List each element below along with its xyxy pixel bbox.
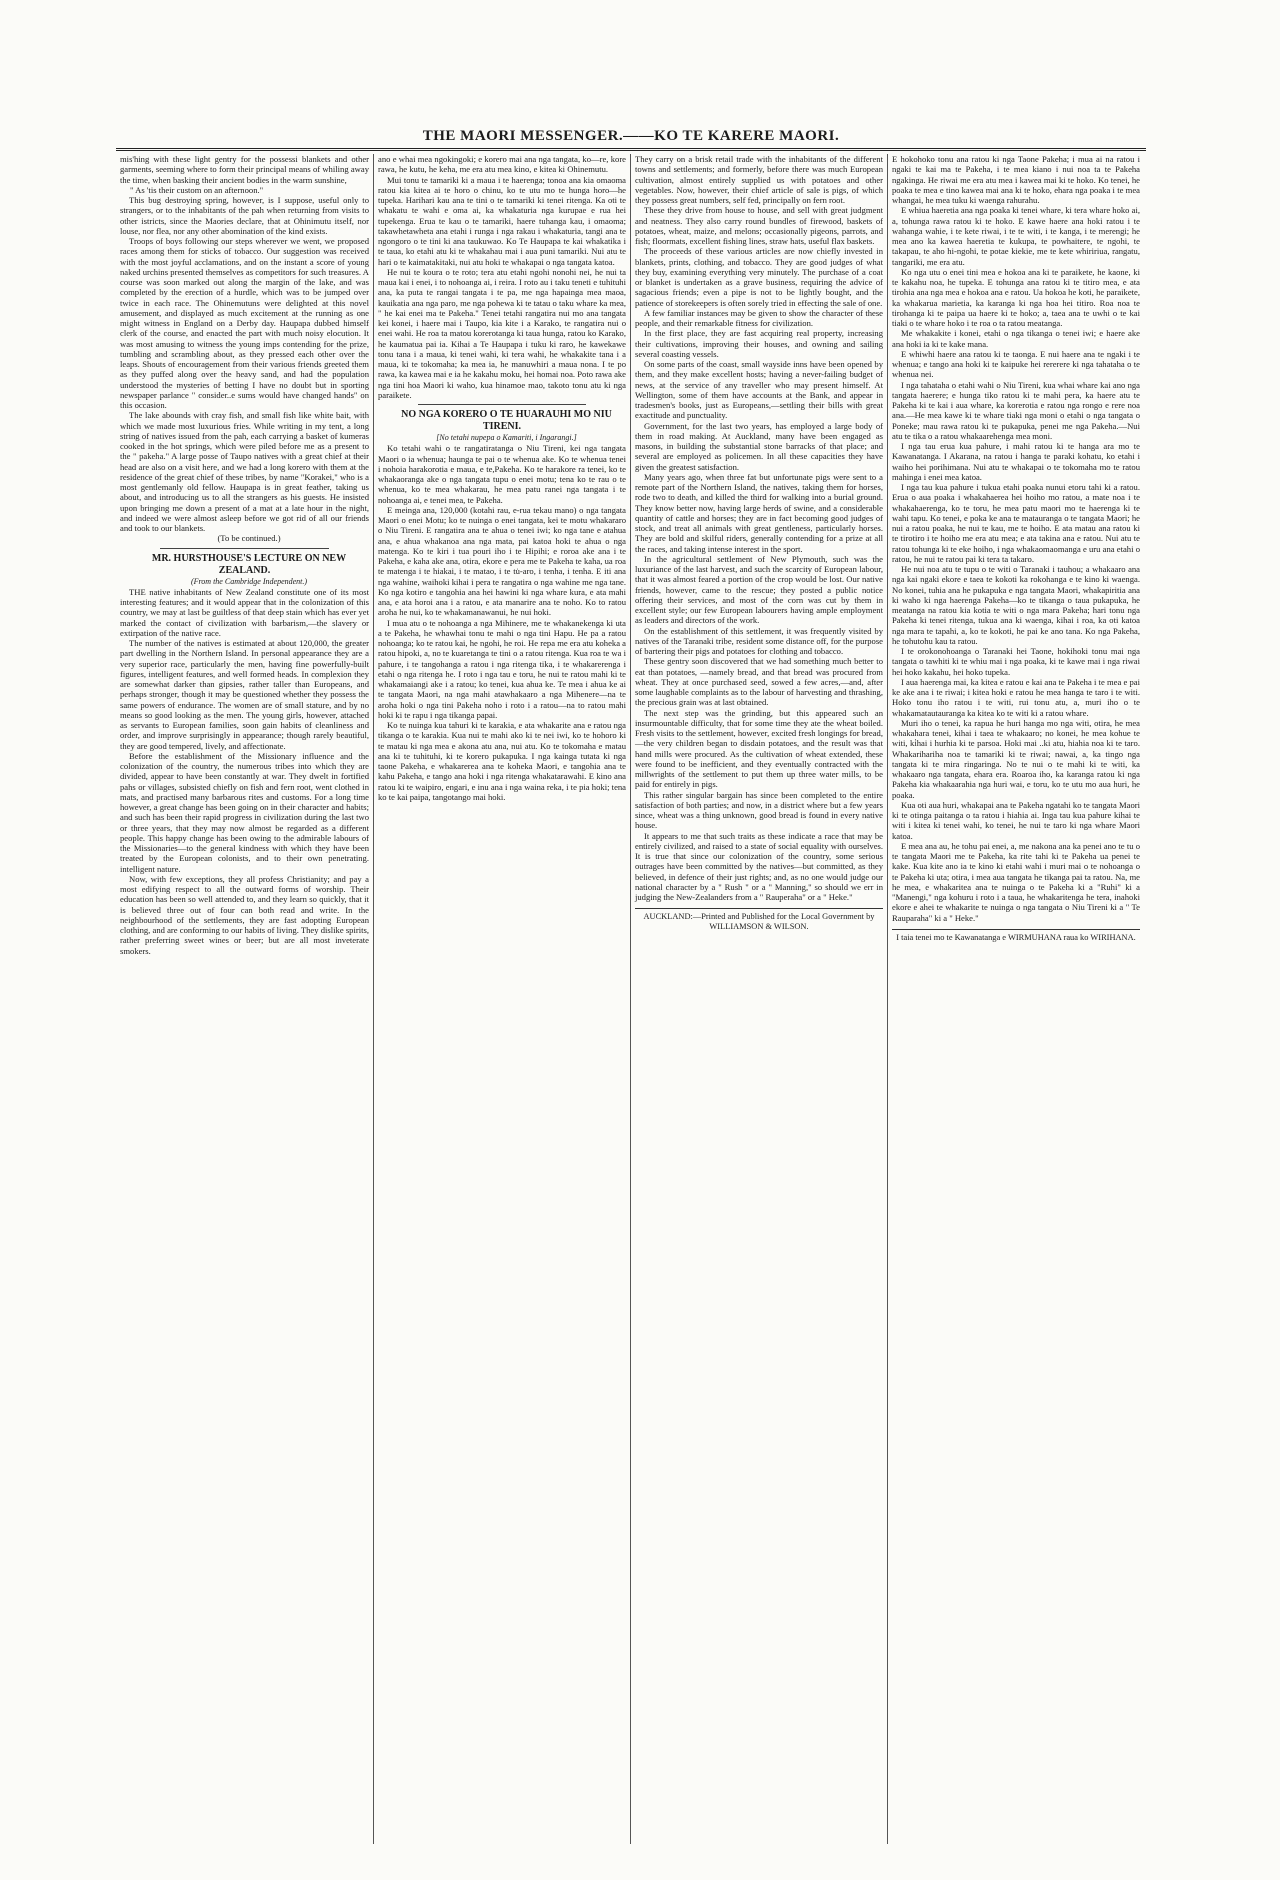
paragraph: On some parts of the coast, small wayside inns have been opened by them, and they make excellent hosts; having a never-failing budget of news, at the service of any traveller who may present himself. At Wellington, some of them have accounts at the Bank, and appear in tradesmen's books, just as Europeans,—settling their bills with great exactitude and punctuality. bbox=[635, 359, 883, 421]
paragraph: On the establishment of this settlement, it was frequently visited by natives of the Taranaki tribe, resident some distance off, for the purpose of bartering their pigs and potatoes for clothing and tobacco. bbox=[635, 625, 883, 656]
paragraph: These gentry soon discovered that we had something much better to eat than potatoes, —namely bread, and that bread was procured from wheat. They at once purchased seed, sowed a few acres,—and, after some laughable complaints as to the labour of harvesting and thrashing, the precious grain was at last obtained. bbox=[635, 656, 883, 708]
paragraph: The next step was the grinding, but this appeared such an insurmountable difficulty, that for some time they ate the wheat boiled. Fresh visits to the settlement, however, excited fresh longings for bread,—the very children began to disdain potatoes, and the result was that hand mills were procured. As the cultivation of wheat extended, these were found to be inefficient, and they eventually contracted with the millwrights of the settlement to put them up three water mills, to be paid for entirely in pigs. bbox=[635, 707, 883, 790]
article-heading: MR. HURSTHOUSE'S LECTURE ON NEW ZEALAND. bbox=[151, 552, 347, 576]
article-source: (From the Cambridge Independent.) bbox=[190, 576, 308, 586]
paragraph: He nui noa atu te tupu o te witi o Taranaki i tauhou; a whakaaro ana nga kai ngaki ekore e taea te kokoti ka rokohanga e te kino ki waenga. No konei, tuhia ana he pukapuka e nga tangata Maori, whakapiritia ana ki waho ki nga haerenga Pakeha—ko te tikanga o taua pukapuka, he meatanga na ratou kia kotia te witi o nga mara Pakeha; hari tonu nga Pakeha ki tenei ritenga, tukua ana ki waenga, kihai i roa, ka oti katoa nga mara te tapahi, a, ko te kokoti, he pai ke ano tana. Ko nga Pakeha, he tohutohu kau ta ratou. bbox=[892, 564, 1140, 646]
paragraph: Many years ago, when three fat but unfortunate pigs were sent to a remote part of the Northern Island, the natives, taking them for horses, rode two to death, and killed the third for walking into a burial ground. They know better now, having large herds of swine, and a considerable quantity of cattle and horses; they are in fact becoming good judges of stock, and treat all animals with great gentleness, particularly horses. They are bold and skilful riders, generally contending for a prize at all the races, and taking intense interest in the sport. bbox=[635, 471, 883, 554]
column-1 bbox=[116, 154, 373, 1844]
paragraph: The proceeds of these various articles are now chiefly invested in blankets, prints, clothing, and tobacco. They are good judges of what they buy, examining everything very minutely. The purchase of a coat or blanket is undertaken as a grave business, requiring the advice of sagacious friends; even a pipe is not to be lightly bought, and the patience of storekeepers is often sorely tried in effecting the sale of one. bbox=[635, 246, 883, 308]
paragraph: E hokohoko tonu ana ratou ki nga Taone Pakeha; i mua ai na ratou i ngaki te kai ma te Pakeha, i te mea kiano i nui noa ta te Pakeha ngakinga. He riwai me era atu mea i kawea mai ki te hoko. Ko tenei, he poaka te mea e tino kawea mai ana ki te hoko, ehara nga poaka i te mea whangai, he mea tuku ki waenga rahurahu. bbox=[892, 154, 1140, 205]
paragraph: The number of the natives is estimated at about 120,000, the greater part dwelling in the Northern Island. In personal appearance they are a very superior race, particularly the men, having fine powerfully-built figures, intelligent features, and well formed heads. In complexion they are somewhat darker than gipsies, rather taller than Europeans, and perhaps stronger, though it may be questioned whether they possess the same powers of endurance. The women are of small stature, and by no means so good looking as the men. The young girls, however, attached as servants to European families, soon gain habits of cleanliness and order, and improve surprisingly in appearance; though rarely beautiful, they are good tempered, lively, and affectionate. bbox=[120, 638, 369, 751]
divider bbox=[160, 548, 329, 549]
column-3 bbox=[630, 154, 887, 1844]
paragraph: Kua oti aua huri, whakapai ana te Pakeha ngatahi ko te tangata Maori ki te otinga paitanga o ta ratou i hiahia ai. Inga tau kua pahure kihai te witi i kitea ki tenei wahi, ko tenei, he nui te taro ki nga whare Maori katoa. bbox=[892, 799, 1140, 841]
article-source: [No tetahi nupepa o Kamariti, i Ingarangi.] bbox=[436, 433, 577, 442]
paragraph: These they drive from house to house, and sell with great judgment and neatness. They also carry round bundles of firewood, baskets of potatoes, wheat, maize, and melons; occasionally pigeons, parrots, and fish; floormats, excellent fishing lines, straw hats, useful flax baskets. bbox=[635, 205, 883, 246]
columns bbox=[116, 154, 1146, 1844]
paragraph: In the agricultural settlement of New Plymouth, such was the luxuriance of the last harvest, and such the scarcity of European labour, that it was almost feared a portion of the crop would be lost. Our native friends, however, came to the rescue; they posted a public notice offering their services, and most of the corn was cut by them in excellent style; our few European labourers having ample employment as leaders and directors of the work. bbox=[635, 553, 883, 626]
masthead: THE MAORI MESSENGER.——KO TE KARERE MAORI. bbox=[116, 128, 1146, 151]
paragraph: Before the establishment of the Missionary influence and the colonization of the country, the numerous tribes into which they are divided, appear to have been constantly at war. They dwelt in fortified pahs or villages, subsisted chiefly on fish and fern root, went clothed in mats, and practised many barbarous rites and customs. For a long time however, a great change has been going on in their character and habits; and such has been their rapid progress in civilization during the last two or three years, that they may now almost be regarded as a different people. This happy change has been owing to the admirable labours of the Missionaries—to the general kindness with which they have been treated by the European colonists, and to their own penetrating. intelligent nature. bbox=[120, 750, 369, 874]
paragraph: Now, with few exceptions, they all profess Christianity; and pay a most edifying respect to all the outward forms of worship. Their education has been so well attended to, and they learn so quickly, that it is believed three out of four can both read and write. In the neighbourhood of the settlements, they are fast adopting European clothing, and are conforming to our habits of living. They dislike spirits, rather preferring sweet wines or beer; but are all most inveterate smokers. bbox=[120, 873, 369, 956]
imprint: I taia tenei mo te Kawanatanga e WIRMUHANA raua ko WIRIHANA. bbox=[892, 929, 1140, 943]
continued-note: (To be continued.) bbox=[217, 533, 281, 544]
paragraph: This rather singular bargain has since been completed to the entire satisfaction of both parties; and now, in a district where but a few years since, wheat was a thing unknown, good bread is found in every native house. bbox=[635, 789, 883, 831]
article-heading: NO NGA KORERO O TE HUARAUHI MO NIU TIRENI. bbox=[401, 409, 612, 432]
paragraph: E whiua haeretia ana nga poaka ki tenei whare, ki tera whare hoko ai, a, tohunga rawa ratou ki te hoko. E kawe haere ana hoki ratou i te wahanga wahie, i te kete riwai, i te te witi, i te kanga, i te merengi; he mea ano ka kawea haeretia te kukupa, te powhaitere, te ngohi, te takapau, te aho hi-ngohi, te potae kiekie, me te kete whiririua, rangatu, tangariki, me era atu. bbox=[892, 205, 1140, 267]
paragraph: This bug destroying spring, however, is I suppose, useful only to strangers, or to the inhabitants of the pah when returning from visits to other istricts, since the Maories declare, that at Ohinimutu itself, nor louse, nor flea, nor any other abomination of the kind exists. bbox=[120, 195, 369, 236]
quote: " As 'tis their custom on an afternoon." bbox=[130, 184, 264, 195]
paragraph: ano e whai mea ngokingoki; e korero mai ana nga tangata, ko—re, kore rawa, he kutu, he keha, me era atu mea kino, e kitea ki Ohinemutu. bbox=[378, 154, 626, 175]
paragraph: Ko nga utu o enei tini mea e hokoa ana ki te paraikete, he kaone, ki te kakahu noa, he tupeka. E tohunga ana ratou ki te titiro mea, e ata tirohia ana nga mea e hokoa ana e ratou. Ua hokoa he koti, he paraikete, ka whakarua marietia, ka karanga ki nga hoa hei titiro. Roa noa te tirohanga ki te paipa ua haere ki te hoko; a, taea ana te uwhi o te kai tiaki o te whare hoko i te roa o ta ratou meatanga. bbox=[892, 266, 1140, 328]
column-4 bbox=[887, 154, 1144, 1844]
paragraph: I aua haerenga mai, ka kitea e ratou e kai ana te Pakeha i te mea e pai ke ake ana i te riwai; i kitea hoki e ratou he mea hanga te taro i te witi. Hoko tonu iho ratou i te witi, rui tonu atu, a, muri iho o te whakamatautauranga ka kitea ko te witi ki a ratou whare. bbox=[892, 676, 1140, 718]
paragraph: Ko te nuinga kua tahuri ki te karakia, e ata whakarite ana e ratou nga tikanga o te karakia. Kua nui te mahi ako ki te nei iwi, ko te hohoro ki te matau ki nga mea e akona atu ana, nui atu. Ko te tokomaha e matau ana ki te tuhituhi, ki te korero pukapuka. I nga kainga tutata ki nga taone Pakeha, e whakarerea ana te koheka Maori, e tangohia ana te kahu Pakeha, e tango ana hoki i nga ritenga whakatarawahi. E kino ana ratou ki te waipiro, engari, e inu ana i nga waina reka, i te pia hoki; tena ko te kai paipa, tangotango mai hoki. bbox=[378, 720, 626, 802]
paragraph: The lake abounds with cray fish, and small fish like white bait, with which we made most luxurious fries. While writing in my tent, a long string of natives issued from the pah, each carrying a basket of kumeras cooked in the hot springs, which were piled before me as a present to the " pakeha." A large posse of Taupo natives with a great chief at their head are also on a visit here, and we had a long korero with them at the residence of the great chief of these tribes, by name "Korakei," who is a most gentlemanly old fellow. Haupapa is in great feather, taking us about, and introducing us to all the strangers as his guests. He insisted upon bringing me down a present of a mat at a late hour in the night, and indeed we were almost asleep before we got rid of all our friends and took to our blankets. bbox=[120, 410, 369, 533]
paragraph: A few familiar instances may be given to show the character of these people, and their remarkable fitness for civilization. bbox=[635, 307, 883, 328]
paragraph: Government, for the last two years, has employed a large body of them in road making. At Auckland, many have been engaged as masons, in building the substantial stone barracks of that place; and several are employed as policemen. In all these capacities they have given the greatest satisfaction. bbox=[635, 420, 883, 472]
imprint: AUCKLAND:—Printed and Published for the Local Government by WILLIAMSON & WILSON. bbox=[635, 908, 883, 932]
paragraph: E mea ana au, he tohu pai enei, a, me nakona ana ka penei ano te tu o te tangata Maori me te Pakeha, ka rite tahi ki te Pakeha ua penei te kake. Kua kite ano ia te kino ki etahi wahi i muri mai o te nohoanga o te Pakeha ki uta; otira, i mea aua tangata he tikanga pai ta ratou. Na, me he mea, e whakaritea ana te nuinga o te Pakeha ki a "Ruhi" ki a "Manengi," nga kohuru i roto i a taua, he whakaritenga he tera, inahoki ekore e ahei te whakarite te nuinga o nga tangata o Niu Tireni ki a " Te Rauparaha" ki a " Heke." bbox=[892, 840, 1140, 923]
paragraph: Me whakakite i konei, etahi o nga tikanga o tenei iwi; e haere ake ana hoki ia ki te kake mana. bbox=[892, 328, 1140, 349]
paragraph: I mua atu o te nohoanga a nga Mihinere, me te whakanekenga ki uta a te Pakeha, he whawhai tonu te mahi o nga tini Hapu. He pa a ratou nohoanga; ko te ratou kai, he ngohi, he roi. He repa me era atu koheka a ratou hipoki, a, no te kuaretanga te tini o a ratou ritenga. Kua roa te wa i pahure, i te tangohanga a ratou i nga ritenga tika, i te whakarerenga i etahi o nga ritenga he. I roto i nga tau e toru, he nui te ratou mahi ki te whakamaiangi ake i a ratou; ko tenei, kua ahua ke. Te mea i ahua ke ai te tangata Maori, na nga mahi atawhakaaro a nga Mihenere—na te aroha hoki o nga tini Pakeha noho i roto i a ratou—na to ratou mahi hoki ki te rapu i nga tikanga papai. bbox=[378, 617, 626, 720]
paragraph: It appears to me that such traits as these indicate a race that may be entirely civilized, and raised to a state of social equality with ourselves. It is true that since our colonization of the country, some serious outrages have been committed by the natives—but committed, as they believed, in defence of their just rights; and, as no one would judge our national character by a " Rush " or a " Manning," so should we err in judging the New-Zealanders from a " Rauperaha" or a " Heke." bbox=[635, 830, 883, 902]
paragraph: E meinga ana, 120,000 (kotahi rau, e-rua tekau mano) o nga tangata Maori o enei Motu; ko te nuinga o enei tangata, kei te motu whakararo o Niu Tireni. E rangatira ana te ahua o tenei iwi; ko nga tane e atahua ana, e ahua whakanoa ana nga mata, pai katoa hoki te ahua o nga matenga. Ko te kiri i tua pouri iho i te Hipihi; e roroa ake ana i te Pakeha, e kaha ake ana, otira, ekore e pera me te Pakeha te kaha, ua roa te matenga i te hiakai, i te matao, i te tu̇-aro, i tenha, i tenha. E iti ana nga wahine, waihoki kihai i pera te rangatira o nga wahine me nga tane. Ko nga kotiro e tangohia ana hei hawini ki nga whare kura, e ata mahi ana, e ata horoi ana i a ratou, e ata manarire ana te noho. Ko to ratou aroha he nui, ko te whakamanawanui, he nui hoki. bbox=[378, 504, 626, 618]
paragraph: Troops of boys following our steps wherever we went, we proposed races among them for sticks of tobacco. Our suggestion was received with the most joyful acclamations, and on the instant a score of young naked urchins presented themselves as competitors for such treasures. A course was soon marked out along the margin of the lake, and was completed by the erection of a hurdle, which was to be jumped over twice in each race. The Ohinemutuns were delighted at this novel amusement, and displayed as much excitement at the running as one might witness in England on a Derby day. Haupapa dubbed himself clerk of the course, and enacted the part with much noisy elocution. It was most amusing to witness the young imps contending for the prize, tumbling and scrambling about, as they pressed each other over the leaps. Shouts of encouragement from their various friends greeted them as they puffed along over the heavy sand, and had the population understood the mysteries of betting I have no doubt but in sporting newspaper parlance " consider..e sums would have changed hands" on this occasion. bbox=[120, 236, 369, 410]
paragraph: E whiwhi haere ana ratou ki te taonga. E nui haere ana te ngaki i te whenua; e tango ana hoki ki te kaipuke hei rererere ki nga tahataha o te whenua nei. bbox=[892, 348, 1140, 380]
divider bbox=[418, 404, 586, 405]
paragraph: Mui tonu te tamariki ki a maua i te haerenga; tonoa ana kia omaoma ratou kia kitea ai te horo o chinu, ko te utu mo te hunga horo—he tupeka. Harihari kau ana te tini o te tamariki ki tenei ritenga. Ka oti te whakatu te wahi e oma ai, ka whakaturia nga kurupae e rua hei tupekenga. Erua te kau o te tamariki, haere tuhanga kau, i omaoma; takawhetawheta ana etahi i runga i nga rakau i whakaturia, tangi ana te ngongoro o te tini ki ana taukuwao. Ko Te Haupapa te kai whakatika i te taua, ko etahi atu ki te whakahau mai i aua puni tamariki. Nui atu te hari o te kaimatakitaki, nui atu hoki te whakapai o nga tangata katoa. bbox=[378, 174, 626, 267]
paragraph: I nga tahataha o etahi wahi o Niu Tireni, kua whai whare kai ano nga tangata haerere; e hunga tiko ratou ki te mahi pera, ka haere atu te Pakeha ki te kai i aua whare, ka korerotia e ratou nga rongo e rere noa ana.—He mea kawe ki te whare tiaki nga moni o etahi o nga tangata o Poneke; mau rawa ratou ki te pukapuka, penei me nga Pakeha.—Nui atu te tika o a ratou whakaarehenga mea moni. bbox=[892, 379, 1140, 441]
paragraph: Ko tetahi wahi o te rangatiratanga o Niu Tireni, kei nga tangata Maori o ia whenua; haunga te pai o te whenua ake. Ko te whenua tenei i nohoia harakorotia e maua, e te,Pakeha. Ko te harakore ra tenei, ko te whakaoranga ake o nga tangata tupu o enei motu; tena ko te rau o te whenua, ko te mea whakarau, he mea patu ranei nga tangata i te nohoanga ai, e tenei mea, te Pakeha. bbox=[378, 443, 626, 505]
column-2 bbox=[373, 154, 630, 1844]
paragraph: Muri iho o tenei, ka rapua he huri hanga mo nga witi, otira, he mea whakahara tenei, kihai i taea te whakaaro; no konei, he mea kohue te witi, ki̇hai i hurhia ki te parsoa. Hoki mai ..ki atu, hiahia noa ki te taro. Whakarihariha noa te tamariki ki te riwai; nawai, a, ka tingo nga tangata ki te mira ringaringa. No te nui o te mahi ki te witi, ka whakaaro nga tangata, ehara era. Roaroa iho, ka karanga ratou ki nga Pakeha kia whakaarahia nga huri wai, e toru, ko te utu mo aua huri, he poaka. bbox=[892, 717, 1140, 800]
paragraph: I te orokonohoanga o Taranaki hei Taone, hokihoki tonu mai nga tangata o tawhiti ki te whiu mai i nga poaka, ki te kawe mai i nga riwai hei hoko kakahu, hei hoko tupeka. bbox=[892, 646, 1140, 677]
paragraph: mis'hing with these light gentry for the possessi blankets and other garments, seeming where to form their principal means of whiling away the time, when basking their ancient bodies in the warm sunshine, bbox=[120, 154, 369, 185]
paragraph: I nga tau kua pahure i tukua etahi poaka nunui etoru tahi ki a ratou. Erua o aua poaka i whakahaerea hei hoiho mo ratou, a mate noa i te whakahaerenga, ko te toru, he mea patu maori mo te haerenga ki te wahi tapu. Ko tenei, e poka ke ana te matauranga o te tangata Maori; he nui a ratou poaka, he nui te kau, me te hoiho. E ata matau ana ratou ki te tirotiro i te hoiho me era atu mea; e ata takina ana e ratou. Nui atu te ratou tohunga ki te eke hoiho, i nga whakaomaomanga e uru ana etahi o ratou, he nui te ratou pai ki tera ta takaro. bbox=[892, 482, 1140, 564]
paragraph: In the first place, they are fast acquiring real property, increasing their cultivations, improving their houses, and owning and sailing several coasting vessels. bbox=[635, 328, 883, 359]
paragraph: He nui te koura o te roto; tera atu etahi ngohi nonohi nei, he nui ta maua kai i enei, i to nohoanga ai, i reira. I roto au i taku teneti e tuhituhi ana, ka puta te rangai tangata i te pa, me nga hapainga mea maoa, kauikatia ana nga paro, me nga pohewa ki te tatau o taku whare ka mea, " he kai enei ma te Pakeha." Tenei tetahi rangatira nui mo ana tangata kei konei, i haere mai i Taupo, kia kite i a Karako, te rangatira nui o enei wahi. He roa ta matou korerotanga ki taua hunga, ratou ko Karako, he kaumatua pai ia. Kihai a Te Haupapa i tuku ki raro, he kawekawe tonu tana i a maua, ki tenei wahi, ki tera wahi, he whakakite tana i a maua, ki te tokomaha; ka mea ia, he manuwhiri a maua nona. I te po rawa, ka kawea mai e ia he kakahu moku, hei homai noa. Poto rawa ake nga tini hoa Maori ki waho, kua hinamoe mao, takoto tonu atu ki nga paraikete. bbox=[378, 266, 626, 400]
paragraph: They carry on a brisk retail trade with the inhabitants of the different towns and settlements; and formerly, before there was much European cultivation, almost entirely supplied us with potatoes and other vegetables. Now, however, their chief article of sale is pigs, of which they possess great numbers, self fed, principally on fern root. bbox=[635, 154, 883, 205]
newspaper-page bbox=[116, 128, 1146, 1858]
paragraph: I nga tau erua kua pahure, i mahi ratou ki te hanga ara mo te Kawanatanga. I Akarana, na ratou i hanga te paraki kohatu, ko etahi i waiho hei porihimana. Nui atu te whakapai o te tokomaha mo te ratou mahinga i enei mea katoa. bbox=[892, 441, 1140, 482]
paragraph: THE native inhabitants of New Zealand constitute one of its most interesting features; and it would appear that in the colonization of this country, we may at last be guiltless of that deep stain which has ever yet marked the contact of civilization with barbarism,—the slavery or extirpation of the native race. bbox=[120, 586, 369, 638]
